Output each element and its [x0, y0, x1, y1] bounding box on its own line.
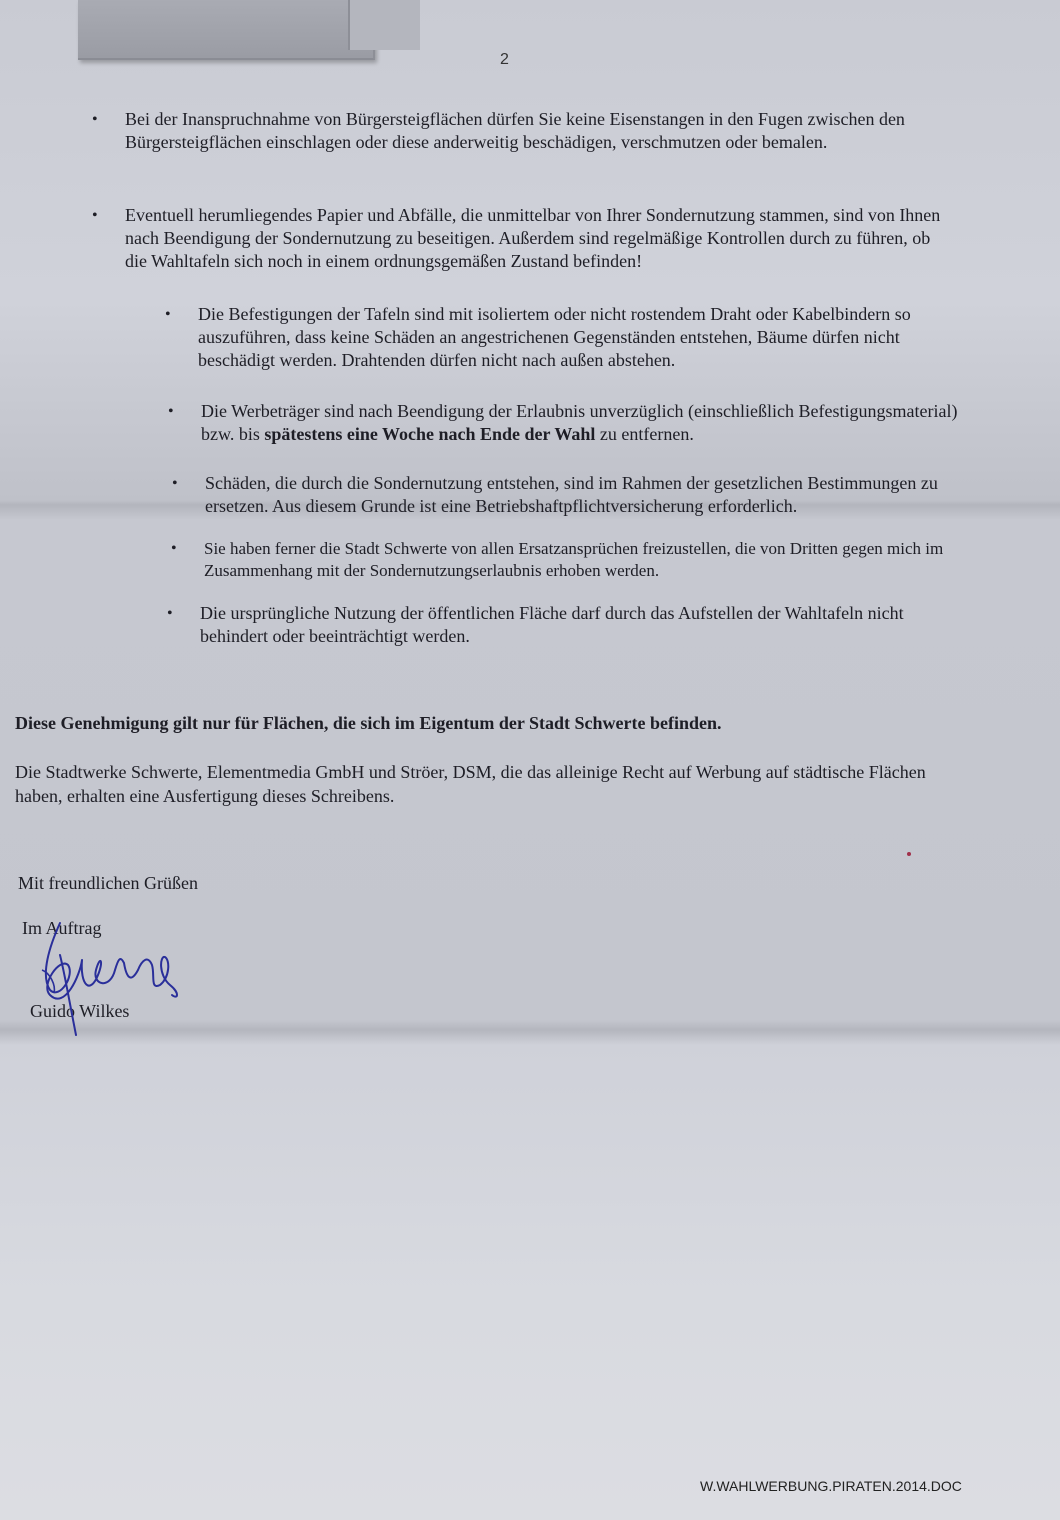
- bullet-icon: •: [171, 540, 177, 557]
- on-behalf-label: Im Auftrag: [22, 918, 102, 938]
- bullet-icon: •: [92, 111, 98, 128]
- list-item-text: Die Befestigungen der Tafeln sind mit isoliertem oder nicht rostendem Draht oder Kabelbindern so auszuführen, dass keine Schäden an angestrichenen Gegenständen entstehen, Bäume dürfen nicht beschädigt werden. Drahtenden dürfen nicht nach außen abstehen.: [198, 304, 911, 370]
- ownership-notice: Diese Genehmigung gilt nur für Flächen, die sich im Eigentum der Stadt Schwerte befinden.: [15, 713, 722, 733]
- list-item-text: Eventuell herumliegendes Papier und Abfälle, die unmittelbar von Ihrer Sondernutzung stammen, sind von Ihnen nach Beendigung der Sondernutzung zu beseitigen. Außerdem sind regelmäßige Kontrollen durch zu führen, ob die Wahltafeln sich noch in einem ordnungsgemäßen Zustand befinden!: [125, 205, 941, 271]
- bullet-icon: •: [172, 475, 178, 492]
- page-number: 2: [500, 51, 509, 68]
- ink-speck: [907, 852, 911, 856]
- signer-name: Guido Wilkes: [30, 1001, 130, 1021]
- list-item-text: Schäden, die durch die Sondernutzung entstehen, sind im Rahmen der gesetzlichen Bestimmungen zu ersetzen. Aus diesem Grunde ist eine Betriebshaftpflichtversicherung erforderlich.: [205, 473, 938, 516]
- list-item: [92, 204, 955, 273]
- deadline-emphasis: spätestens eine Woche nach Ende der Wahl: [264, 424, 596, 444]
- folded-paper-corner: [78, 0, 375, 60]
- document-reference: W.WAHLWERBUNG.PIRATEN.2014.DOC: [700, 1478, 962, 1494]
- bullet-icon: •: [165, 306, 171, 323]
- sub-list-item: [165, 303, 973, 372]
- sub-list-item: [172, 472, 980, 518]
- bullet-icon: •: [92, 207, 98, 224]
- list-item-text-end: zu entfernen.: [595, 424, 694, 444]
- bullet-icon: •: [168, 403, 174, 420]
- folded-paper-flap: [348, 0, 420, 50]
- sub-list-item: [167, 602, 975, 648]
- list-item-text: Die ursprüngliche Nutzung der öffentlichen Fläche darf durch das Aufstellen der Wahltafeln nicht behindert oder beeinträchtigt werden.: [200, 603, 904, 646]
- distribution-paragraph: Die Stadtwerke Schwerte, Elementmedia GmbH und Ströer, DSM, die das alleinige Recht auf Werbung auf städtische Flächen haben, erhalten eine Ausfertigung dieses Schreibens.: [15, 762, 926, 806]
- bullet-icon: •: [167, 605, 173, 622]
- closing-salutation: Mit freundlichen Grüßen: [18, 873, 198, 893]
- list-item: [92, 108, 955, 154]
- signature-stroke: [46, 923, 177, 1035]
- list-item-text: Bei der Inanspruchnahme von Bürgersteigflächen dürfen Sie keine Eisenstangen in den Fugen zwischen den Bürgersteigflächen einschlagen oder diese anderweitig beschädigen, verschmutzen oder bemalen.: [125, 109, 905, 152]
- sub-list-item: [171, 538, 979, 582]
- handwritten-signature: [20, 915, 190, 1040]
- sub-list-item: [168, 400, 976, 446]
- list-item-text: Die Werbeträger sind nach Beendigung der Erlaubnis unverzüglich (einschließlich Befestigungsmaterial) bzw. bis: [201, 401, 958, 444]
- list-item-text: Sie haben ferner die Stadt Schwerte von allen Ersatzansprüchen freizustellen, die von Dritten gegen mich im Zusammenhang mit der Sondernutzungserlaubnis erhoben werden.: [204, 539, 944, 580]
